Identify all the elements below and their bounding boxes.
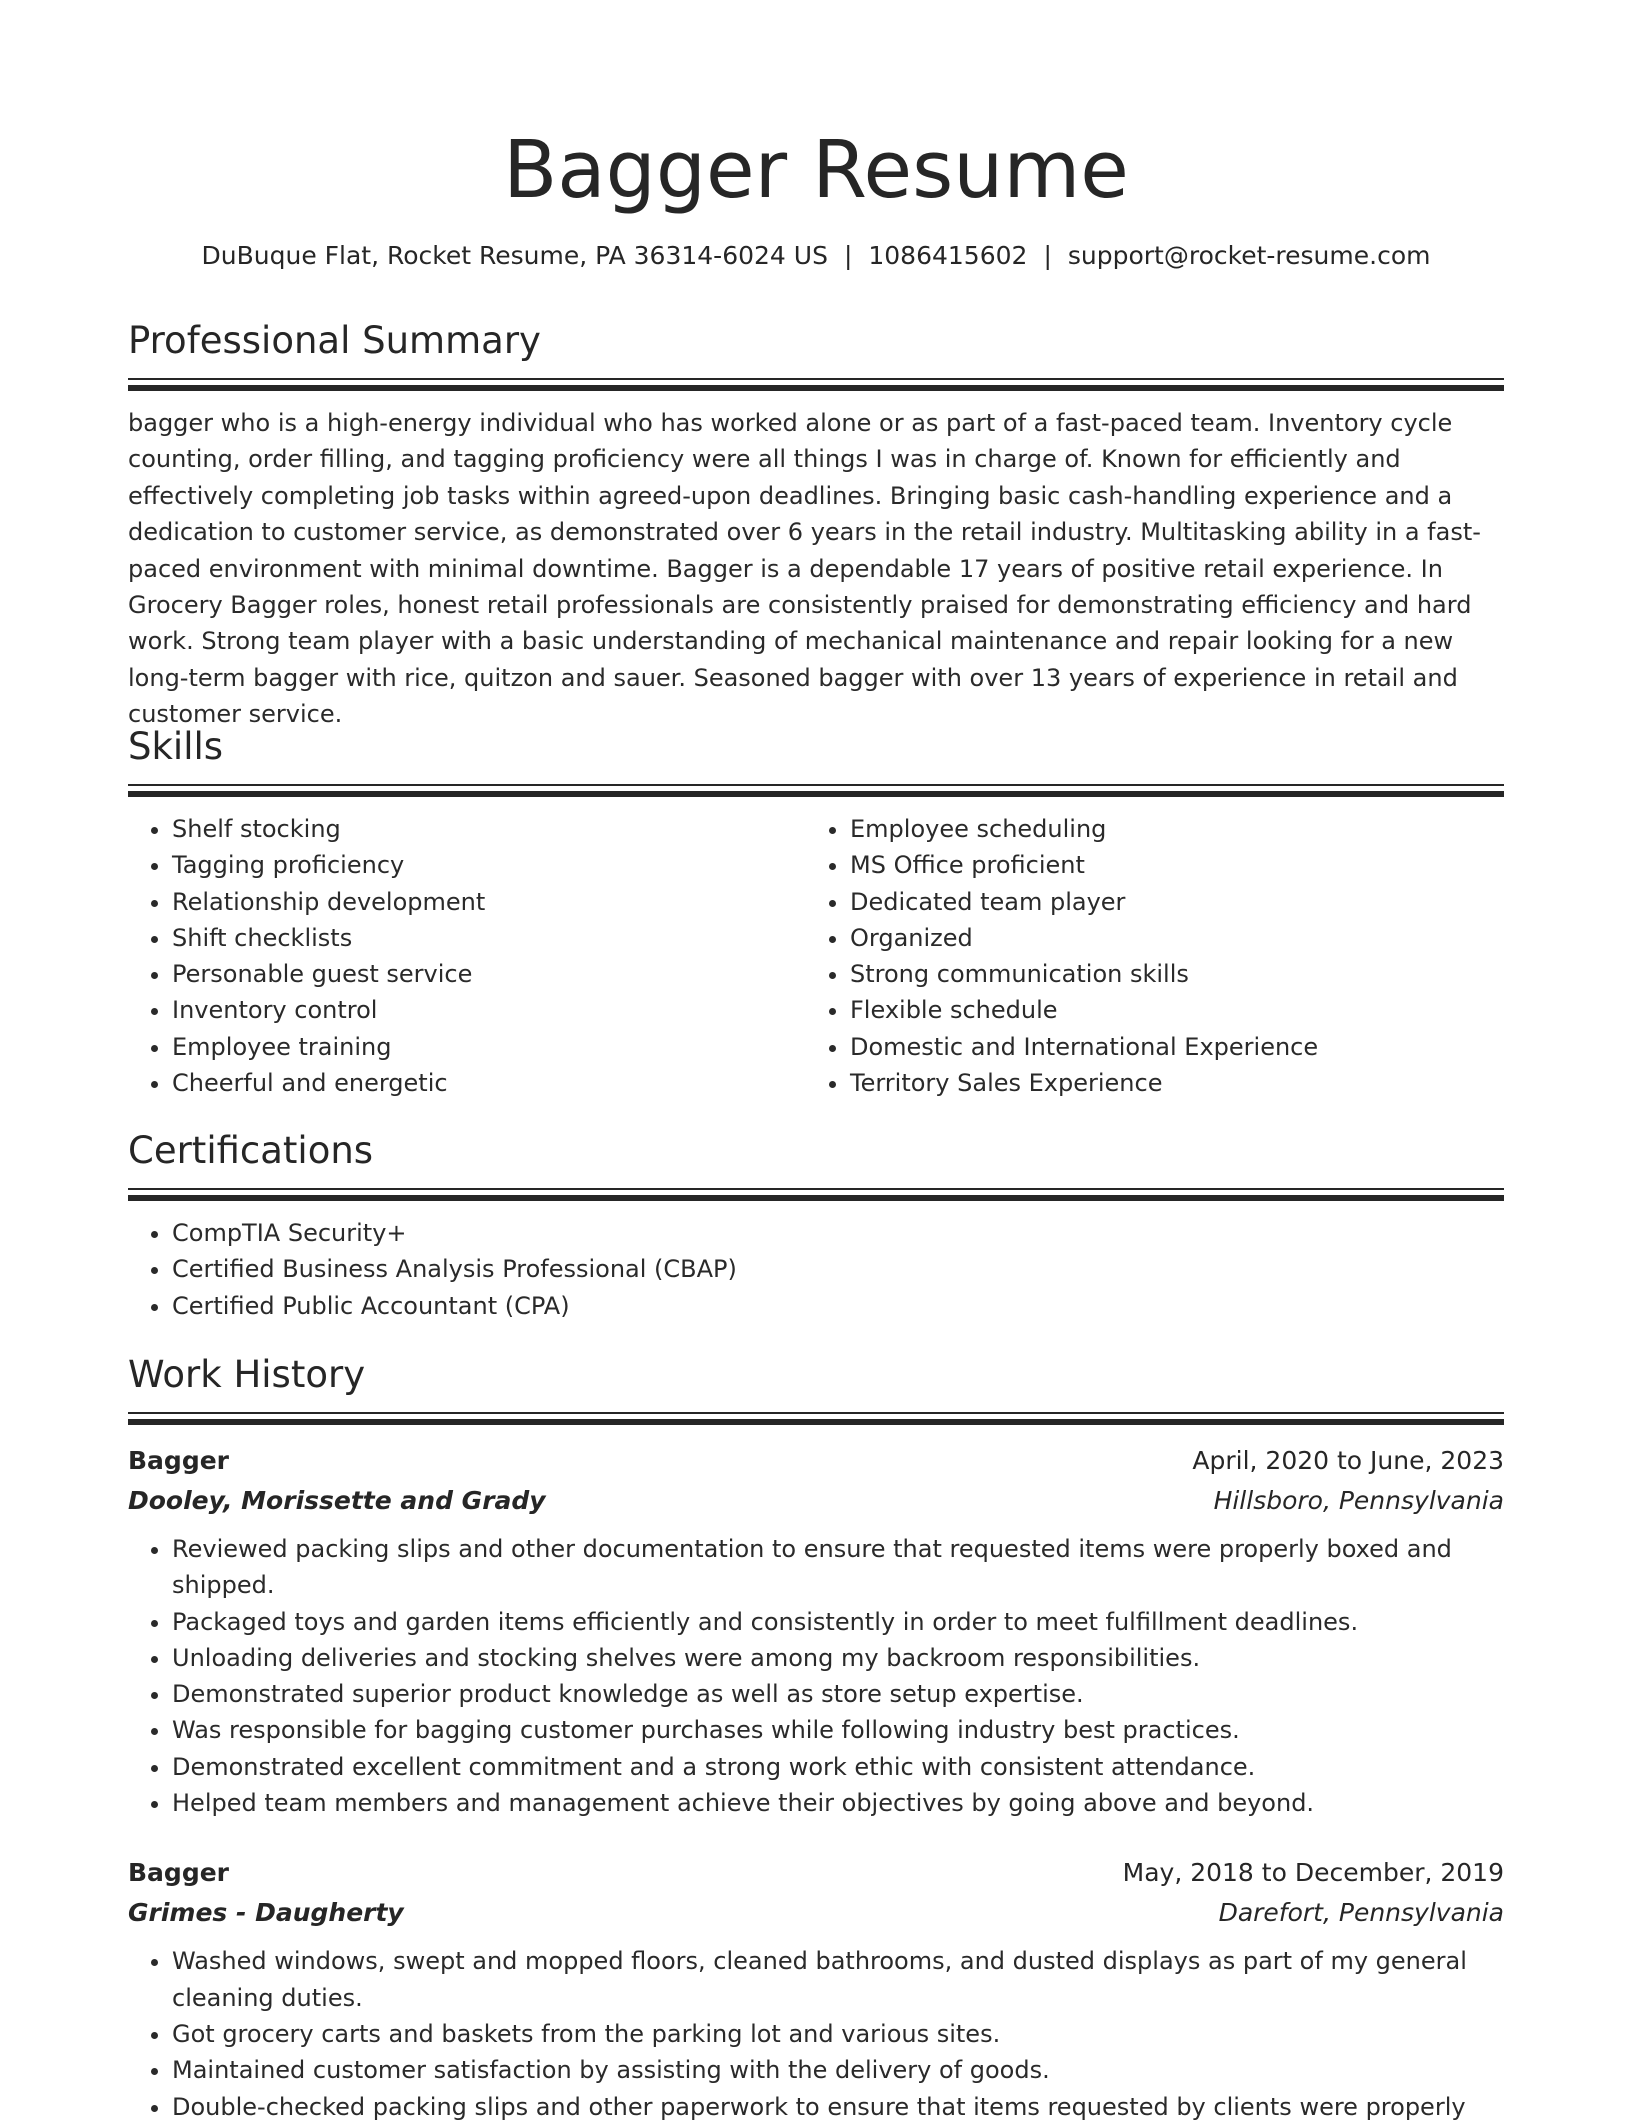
job-title: Bagger — [128, 1446, 230, 1475]
skill-item: • Territory Sales Experience — [850, 1065, 1484, 1101]
contact-separator: | — [1043, 241, 1052, 270]
certification-item: • Certified Business Analysis Professional (CBAP) — [172, 1251, 1504, 1287]
job-duties — [128, 1531, 1504, 1821]
section-divider-thick — [128, 1419, 1504, 1425]
section-title-certifications: Certifications — [128, 1129, 374, 1172]
job-duty: • Demonstrated excellent commitment and a strong work ethic with consistent attendance. — [172, 1749, 1504, 1785]
skill-item: • MS Office proficient — [850, 847, 1484, 883]
skills-column-left — [128, 811, 806, 1101]
job-company-row — [128, 1481, 1504, 1521]
job-dates: April, 2020 to June, 2023 — [1192, 1446, 1504, 1475]
skill-item: • Shift checklists — [172, 920, 806, 956]
skill-item: • Shelf stocking — [172, 811, 806, 847]
section-title-work-history: Work History — [128, 1353, 366, 1396]
job-company: Grimes - Daugherty — [128, 1898, 404, 1928]
section-divider-thick — [128, 385, 1504, 391]
job-duty: • Washed windows, swept and mopped floors, cleaned bathrooms, and dusted displays as part of my general cleaning duties. — [172, 1943, 1504, 2016]
skills-section — [128, 722, 1504, 1101]
skills-columns — [128, 811, 1504, 1101]
skill-item: • Flexible schedule — [850, 992, 1484, 1028]
job-header-row — [128, 1441, 1504, 1481]
job-duty: • Reviewed packing slips and other documentation to ensure that requested items were properly boxed and shipped. — [172, 1531, 1504, 1604]
section-title-summary: Professional Summary — [128, 319, 541, 362]
certifications-section — [128, 1126, 1504, 1324]
job-entry — [128, 1441, 1504, 1821]
job-company: Dooley, Morissette and Grady — [128, 1486, 546, 1515]
job-duty: • Maintained customer satisfaction by assisting with the delivery of goods. — [172, 2052, 1504, 2088]
job-duty: • Was responsible for bagging customer purchases while following industry best practices. — [172, 1712, 1504, 1748]
skill-item: • Employee training — [172, 1029, 806, 1065]
job-duty: • Packaged toys and garden items efficiently and consistently in order to meet fulfillment deadlines. — [172, 1604, 1504, 1640]
summary-text: bagger who is a high-energy individual who has worked alone or as part of a fast-paced team. Inventory cycle counting, order filling, and tagging proficiency were all things I was in charge of. Known for efficiently and effectively completing job tasks within agreed-upon deadlines. Bringing basic cash-handling experience and a dedication to customer service, as demonstrated over 6 years in the retail industry. Multitasking ability in a fast-paced environment with minimal downtime. Bagger is a dependable 17 years of positive retail experience. In Grocery Bagger roles, honest retail professionals are consistently praised for demonstrating efficiency and hard work. Strong team player with a basic understanding of mechanical maintenance and repair looking for a new long-term bagger with rice, quitzon and sauer. Seasoned bagger with over 13 years of experience in retail and customer service. — [128, 409, 1481, 729]
certification-item: • Certified Public Accountant (CPA) — [172, 1288, 1504, 1324]
contact-separator: | — [843, 241, 853, 270]
job-header-row — [128, 1853, 1504, 1893]
skill-item: • Tagging proficiency — [172, 847, 806, 883]
work-history-section — [128, 1350, 1504, 2125]
skill-item: • Domestic and International Experience — [850, 1029, 1484, 1065]
job-duty: • Got grocery carts and baskets from the parking lot and various sites. — [172, 2016, 1504, 2052]
contact-phone: 1086415602 — [868, 241, 1028, 270]
job-duties — [128, 1943, 1504, 2124]
job-duty: • Demonstrated superior product knowledge as well as store setup expertise. — [172, 1676, 1504, 1712]
skill-item: • Strong communication skills — [850, 956, 1484, 992]
section-divider — [128, 378, 1504, 380]
job-duty: • Double-checked packing slips and other paperwork to ensure that items requested by clients were properly — [172, 2089, 1504, 2125]
summary-section — [128, 316, 1504, 733]
skill-item: • Employee scheduling — [850, 811, 1484, 847]
section-divider-thick — [128, 791, 1504, 797]
job-company-row — [128, 1893, 1504, 1933]
skill-item: • Inventory control — [172, 992, 806, 1028]
job-dates: May, 2018 to December, 2019 — [1122, 1858, 1504, 1888]
job-location: Hillsboro, Pennsylvania — [1213, 1486, 1504, 1515]
job-title: Bagger — [128, 1858, 230, 1888]
contact-email: support@rocket-resume.com — [1067, 241, 1431, 270]
job-duty: • Helped team members and management achieve their objectives by going above and beyond. — [172, 1785, 1504, 1821]
contact-line — [128, 236, 1504, 276]
skill-item: • Relationship development — [172, 884, 806, 920]
skill-item: • Personable guest service — [172, 956, 806, 992]
section-divider — [128, 1412, 1504, 1414]
section-title-skills: Skills — [128, 725, 224, 768]
job-entry — [128, 1853, 1504, 2124]
resume-title: Bagger Resume — [503, 124, 1129, 216]
skill-item: • Cheerful and energetic — [172, 1065, 806, 1101]
skill-item: • Dedicated team player — [850, 884, 1484, 920]
job-location: Darefort, Pennsylvania — [1218, 1898, 1504, 1928]
job-duty: • Unloading deliveries and stocking shelves were among my backroom responsibilities. — [172, 1640, 1504, 1676]
skill-item: • Organized — [850, 920, 1484, 956]
skills-column-right — [806, 811, 1484, 1101]
section-divider — [128, 1188, 1504, 1190]
contact-address: DuBuque Flat, Rocket Resume, PA 36314-6024 US — [201, 241, 828, 270]
section-divider — [128, 784, 1504, 786]
certification-item: • CompTIA Security+ — [172, 1215, 1504, 1251]
section-divider-thick — [128, 1195, 1504, 1201]
